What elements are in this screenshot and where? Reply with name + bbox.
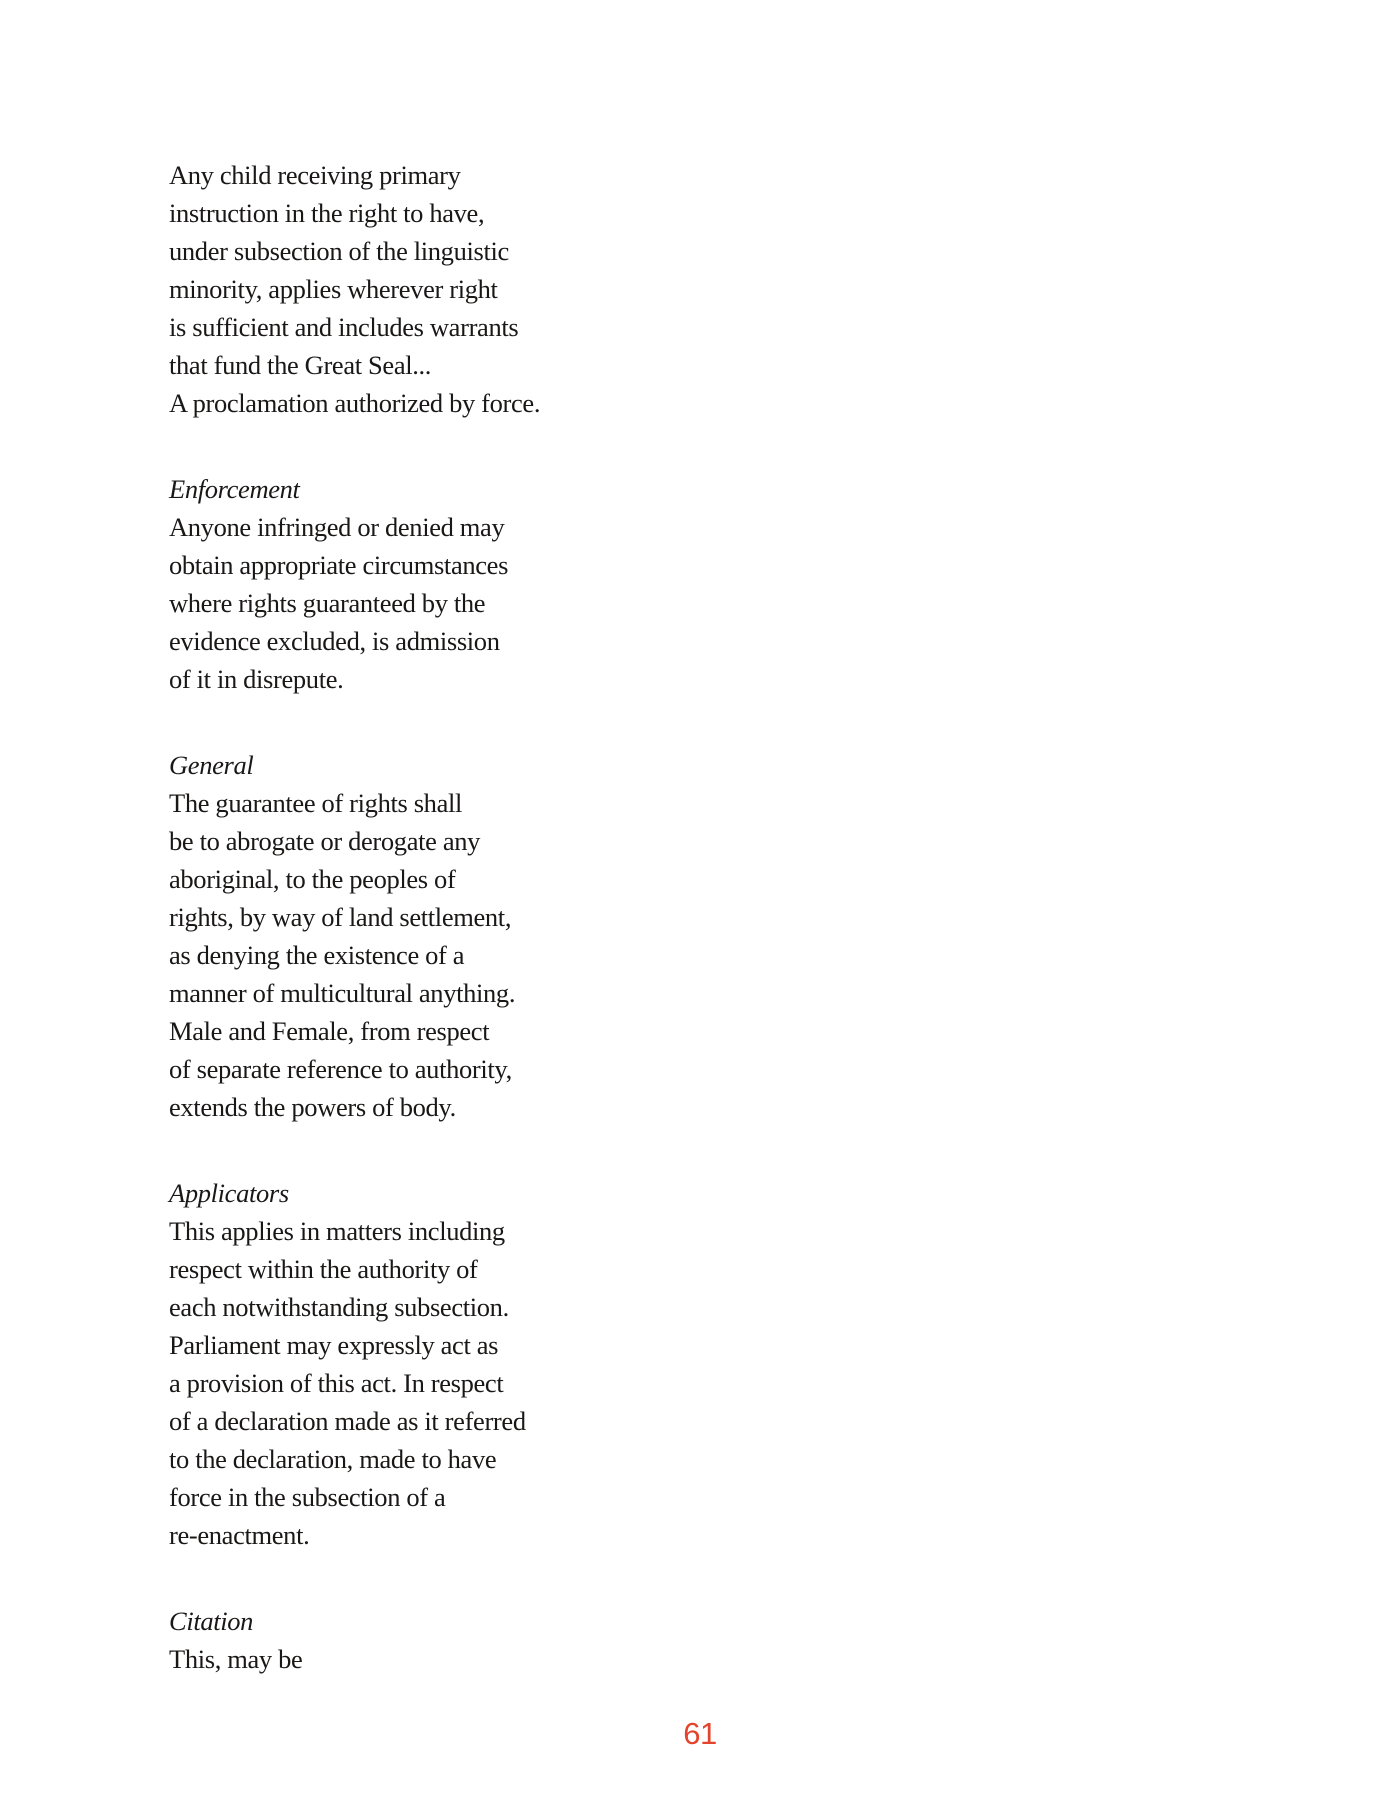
text-line: obtain appropriate circumstances xyxy=(169,550,509,580)
text-line: of separate reference to authority, xyxy=(169,1054,512,1084)
text-line: The guarantee of rights shall xyxy=(169,788,463,818)
text-line: evidence excluded, is admission xyxy=(169,626,500,656)
text-line: under subsection of the linguistic xyxy=(169,236,509,266)
text-line: a provision of this act. In respect xyxy=(169,1368,504,1398)
text-line: to the declaration, made to have xyxy=(169,1444,497,1474)
text-line: Anyone infringed or denied may xyxy=(169,512,505,542)
text-line: instruction in the right to have, xyxy=(169,198,485,228)
text-line: manner of multicultural anything. xyxy=(169,978,516,1008)
text-line: of a declaration made as it referred xyxy=(169,1406,526,1436)
text-line: each notwithstanding subsection. xyxy=(169,1292,509,1322)
section-heading: General xyxy=(169,750,254,780)
text-line: respect within the authority of xyxy=(169,1254,478,1284)
section-heading: Citation xyxy=(169,1606,254,1636)
text-line: Parliament may expressly act as xyxy=(169,1330,499,1360)
text-line: rights, by way of land settlement, xyxy=(169,902,512,932)
text-line: be to abrogate or derogate any xyxy=(169,826,481,856)
text-line: where rights guaranteed by the xyxy=(169,588,486,618)
text-line: as denying the existence of a xyxy=(169,940,465,970)
text-line: This applies in matters including xyxy=(169,1216,505,1246)
text-line: aboriginal, to the peoples of xyxy=(169,864,456,894)
text-section xyxy=(169,1174,540,1554)
text-line: force in the subsection of a xyxy=(169,1482,446,1512)
text-section xyxy=(169,156,540,422)
text-line: re-enactment. xyxy=(169,1520,310,1550)
text-line: Male and Female, from respect xyxy=(169,1016,490,1046)
section-heading: Enforcement xyxy=(169,474,300,504)
text-line: is sufficient and includes warrants xyxy=(169,312,519,342)
text-column xyxy=(169,156,540,1678)
text-line: that fund the Great Seal... xyxy=(169,350,432,380)
page-number: 61 xyxy=(683,1716,717,1751)
text-line: Any child receiving primary xyxy=(169,160,461,190)
text-line: minority, applies wherever right xyxy=(169,274,498,304)
text-section xyxy=(169,746,540,1126)
text-section xyxy=(169,470,540,698)
text-line: This, may be xyxy=(169,1644,303,1674)
text-line: of it in disrepute. xyxy=(169,664,344,694)
text-line: extends the powers of body. xyxy=(169,1092,456,1122)
section-heading: Applicators xyxy=(169,1178,289,1208)
text-section xyxy=(169,1602,540,1678)
text-line: A proclamation authorized by force. xyxy=(169,388,541,418)
